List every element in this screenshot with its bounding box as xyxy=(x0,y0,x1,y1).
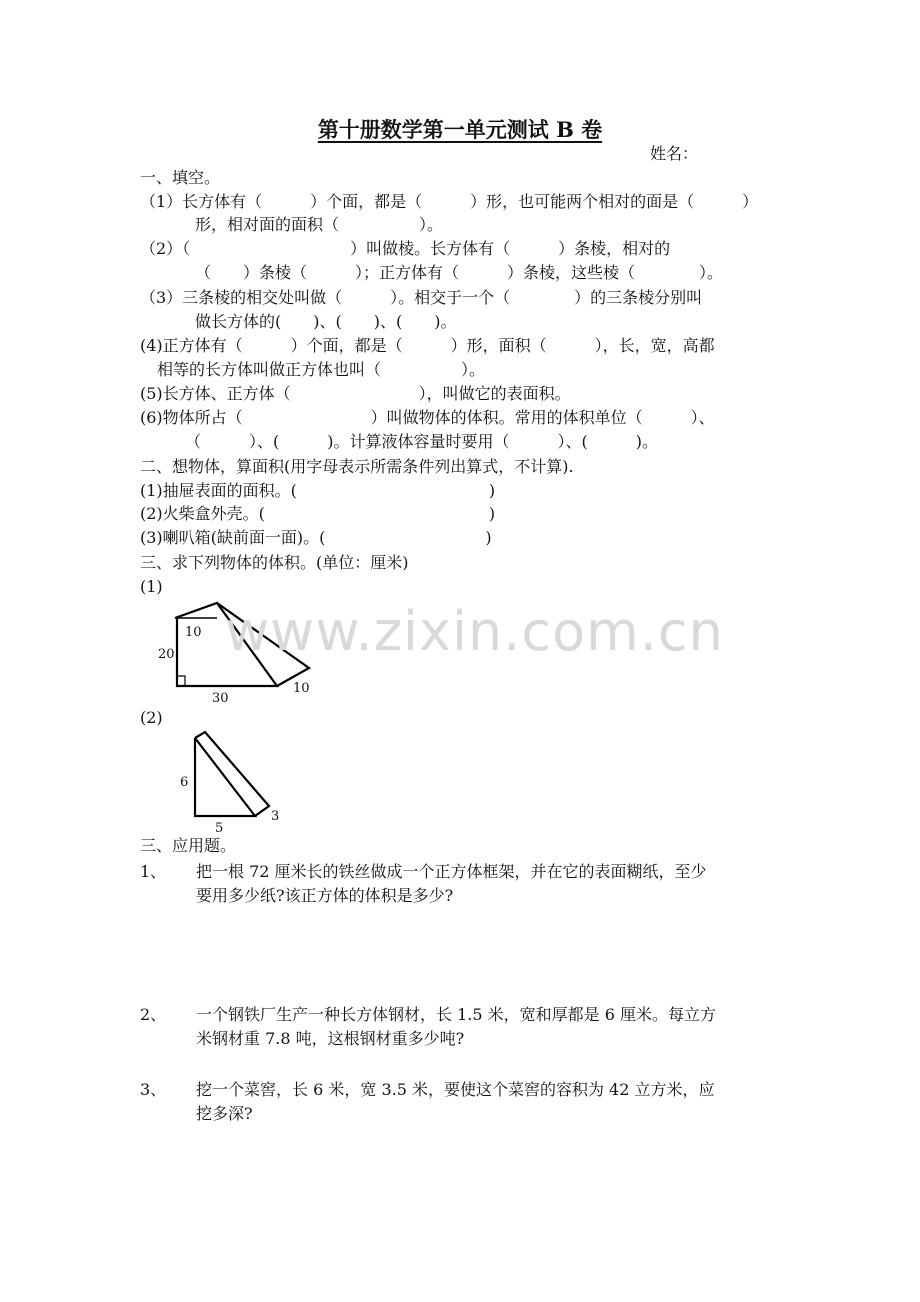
question-line: 挖一个菜窖，长 6 米，宽 3.5 米，要使这个菜窖的容积为 42 立方米，应 xyxy=(196,1080,715,1099)
question-line: （ ）、( )。计算液体容量时要用（ ）、( )。 xyxy=(185,432,658,451)
fig1-label-depth: 10 xyxy=(293,681,310,696)
question-line: 挖多深? xyxy=(196,1104,253,1123)
figure-1-label: (1) xyxy=(140,577,163,596)
fig1-label-height: 20 xyxy=(158,647,175,662)
section-heading-surface-area: 二、想物体，算面积(用字母表示所需条件列出算式，不计算). xyxy=(140,457,574,476)
question-number: 2、 xyxy=(140,1005,167,1024)
section-heading-volume: 三、求下列物体的体积。(单位：厘米) xyxy=(140,553,409,572)
question-line: 形，相对面的面积（ ）。 xyxy=(195,215,444,234)
question-line: 相等的长方体叫做正方体也叫（ ）。 xyxy=(157,360,486,379)
question-number: 1、 xyxy=(140,862,167,881)
watermark: www.zixin.com.cn xyxy=(225,600,724,663)
question-line: （3）三条棱的相交处叫做（ ）。相交于一个（ ）的三条棱分别叫 xyxy=(140,288,703,307)
figure-2-dimensions xyxy=(175,728,285,838)
question-number: 3、 xyxy=(140,1080,167,1099)
question-line: (4)正方体有（ ）个面，都是（ ）形，面积（ ），长，宽，高都 xyxy=(140,336,715,355)
question-line: 要用多少纸?该正方体的体积是多少? xyxy=(196,886,454,905)
section-heading-fill-blank: 一、填空。 xyxy=(140,168,221,187)
name-label: 姓名： xyxy=(650,144,699,163)
question-line: （ ）条棱（ ）；正方体有（ ）条棱，这些棱（ ）。 xyxy=(195,263,724,282)
fig1-label-length: 30 xyxy=(212,691,229,706)
fig2-label-height: 6 xyxy=(180,775,189,790)
question-line: (3)喇叭箱(缺前面一面)。( ) xyxy=(140,528,492,547)
question-line: 米钢材重 7.8 吨，这根钢材重多少吨? xyxy=(196,1029,465,1048)
page-title xyxy=(0,114,920,144)
question-line: 做长方体的( )、( )、( )。 xyxy=(195,312,457,331)
fig2-label-base: 5 xyxy=(215,821,224,836)
page-title-text: 第十册数学第一单元测试 B 卷 xyxy=(317,117,603,142)
figure-2-label: (2) xyxy=(140,708,163,727)
question-line: (5)长方体、正方体（ ），叫做它的表面积。 xyxy=(140,384,571,403)
fig1-label-top: 10 xyxy=(185,625,202,640)
fig2-label-depth: 3 xyxy=(271,809,280,824)
section-heading-applications: 三、应用题。 xyxy=(140,836,237,855)
question-line: (1)抽屉表面的面积。( ) xyxy=(140,481,496,500)
question-line: （1）长方体有（ ）个面，都是（ ）形，也可能两个相对的面是（ ） xyxy=(140,192,759,211)
question-line: (2)火柴盒外壳。( ) xyxy=(140,504,496,523)
question-line: 一个钢铁厂生产一种长方体钢材，长 1.5 米，宽和厚都是 6 厘米。每立方 xyxy=(196,1005,716,1024)
question-line: （2）（ ）叫做棱。长方体有（ ）条棱，相对的 xyxy=(140,239,671,258)
question-line: 把一根 72 厘米长的铁丝做成一个正方体框架，并在它的表面糊纸，至少 xyxy=(196,862,707,881)
question-line: (6)物体所占（ ）叫做物体的体积。常用的体积单位（ ）、 xyxy=(140,408,715,427)
